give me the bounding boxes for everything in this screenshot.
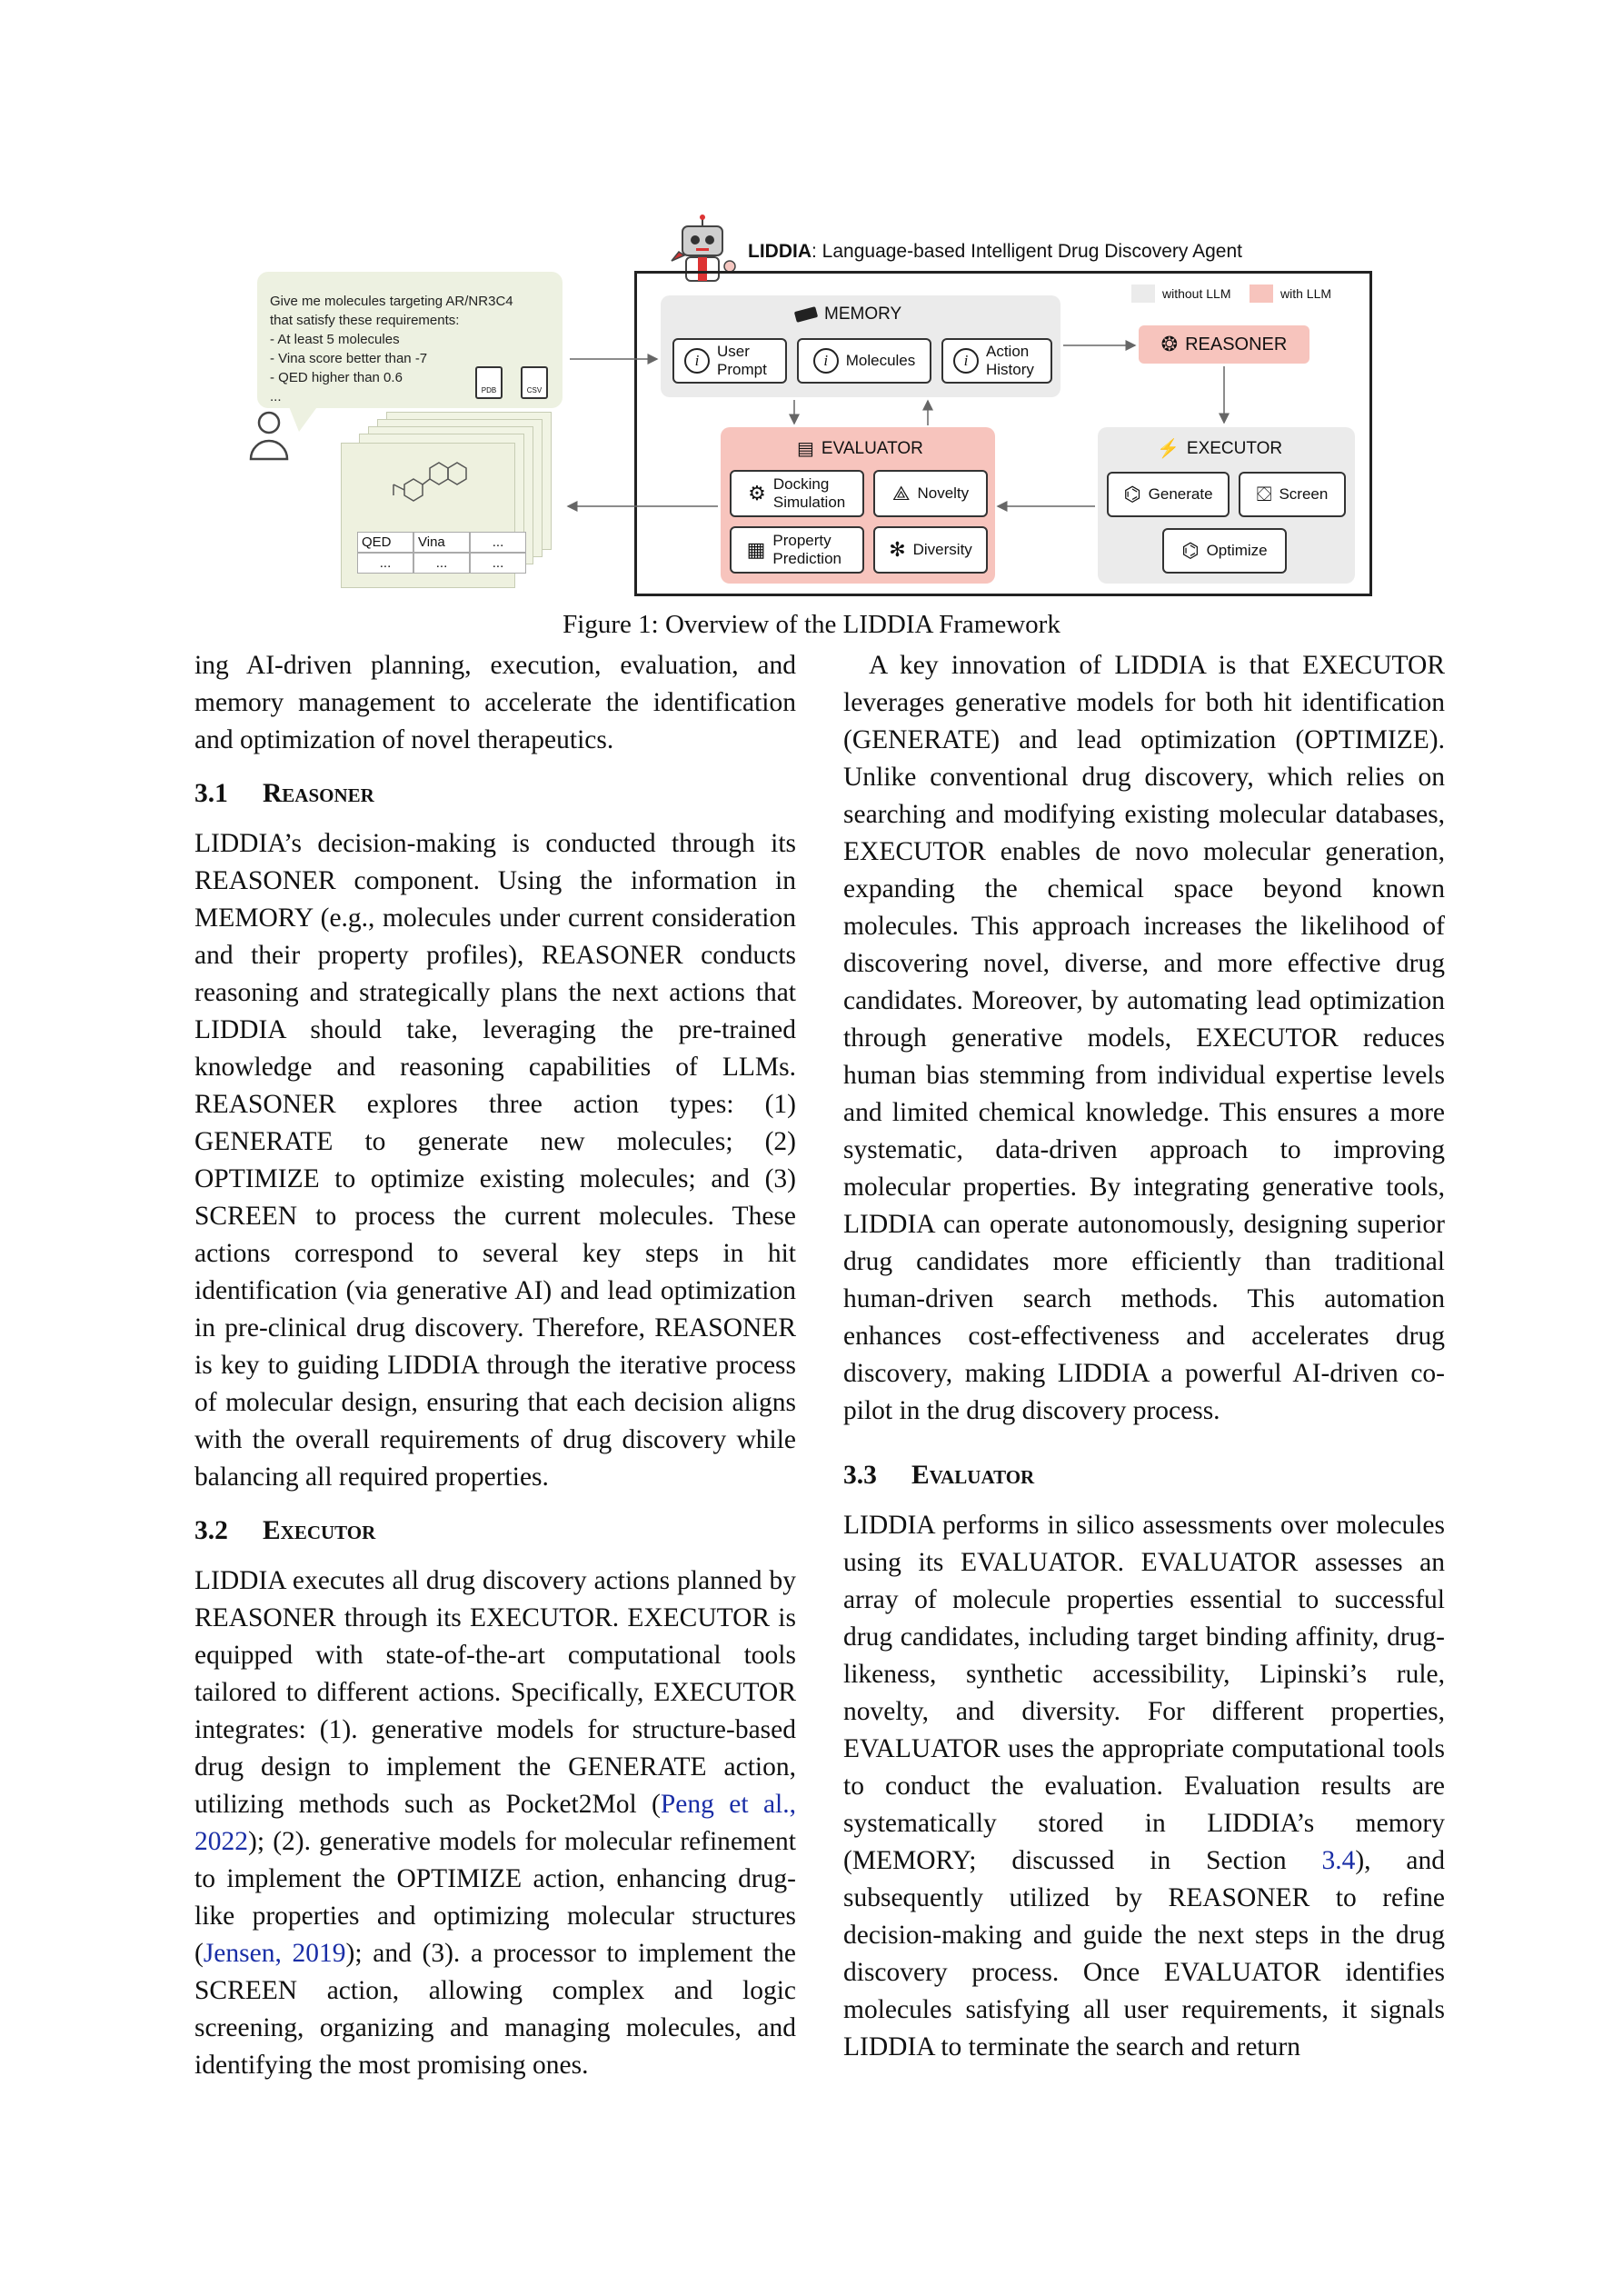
brain-icon: ❂: [1160, 333, 1179, 356]
python-icon: ⛋: [1256, 483, 1272, 506]
prompt-line: Give me molecules targeting AR/NR3C4: [270, 294, 513, 309]
section-3-2-body: LIDDIA executes all drug discovery actions planned by REASONER through its EXECUTOR. EXECUTOR is equipped with state-of-the-art computational tools tailored to different actions. Specifically, EXECUTOR integrates: (1). generative models for structure-based drug design to implement the GENERATE action, utilizing methods such as Pocket2Mol (Peng et al., 2022); (2). generative models for molecular refinement to implement the OPTIMIZE action, enhancing drug-like properties and optimizing molecular structures (Jensen, 2019); and (3). a processor to implement the SCREEN action, allowing complex and logic screening, organizing and managing molecules, and identifying the most promising ones.: [194, 1566, 796, 2080]
section-3-2-heading: 3.2 Executor: [194, 1516, 376, 1545]
prompt-line: that satisfy these requirements:: [270, 313, 460, 328]
memory-molecules: i Molecules: [797, 338, 931, 384]
legend-without: without LLM: [1131, 285, 1230, 303]
memory-title: MEMORY: [795, 304, 901, 324]
section-3-3-body: LIDDIA performs in silico assessments over molecules using its EVALUATOR. EVALUATOR assesses an array of molecule properties essential to successful drug candidates, including target binding affinity, drug-likeness, synthetic accessibility, Lipinski’s rule, novelty, and diversity. For different properties, EVALUATOR uses the appropriate computational tools to conduct the evaluation. Evaluation results are systematically stored in LIDDIA’s memory (MEMORY; discussed in Section 3.4), and subsequently utilized by REASONER to refine decision-making and guide the next steps in the drug discovery process. Once EVALUATOR identifies molecules satisfying all user requirements, it signals LIDDIA to terminate the search and return: [843, 1511, 1445, 2061]
section-reference-link[interactable]: 3.4: [1321, 1846, 1356, 1875]
prompt-line: - Vina score better than -7: [270, 351, 428, 366]
shapes-icon: ⟁: [891, 482, 911, 505]
figure-1: [186, 214, 1440, 604]
executor-title: ⚡ EXECUTOR: [1157, 438, 1283, 459]
tool-novelty: ⟁ Novelty: [873, 470, 988, 517]
info-icon: i: [684, 348, 710, 374]
section-3-3-heading: 3.3 Evaluator: [843, 1461, 1035, 1490]
evaluator-title: ▤ EVALUATOR: [797, 438, 923, 459]
prompt-line: - QED higher than 0.6: [270, 370, 403, 385]
reasoner-box: ❂ REASONER: [1139, 325, 1309, 364]
right-column: [843, 647, 1445, 2066]
prompt-line: - At least 5 molecules: [270, 332, 400, 347]
figure-title-rest: : Language-based Intelligent Drug Discovery Agent: [812, 241, 1242, 262]
figure-caption: Figure 1: Overview of the LIDDIA Framework: [563, 610, 1060, 639]
prompt-line: ...: [270, 389, 282, 404]
table-cell: ...: [413, 553, 470, 574]
pdb-file-icon: PDB: [475, 366, 503, 399]
tool-property-prediction: ▦ Property Prediction: [730, 526, 864, 574]
tool-diversity: ✻ Diversity: [873, 526, 988, 574]
section-3-1-heading: 3.1 Reasoner: [194, 779, 374, 808]
csv-file-icon: CSV: [521, 366, 548, 399]
tool-screen: ⛋ Screen: [1239, 472, 1346, 517]
table-header: Vina: [413, 532, 470, 553]
clipboard-icon: ▤: [797, 439, 814, 459]
table-cell: ...: [357, 553, 413, 574]
table-header: ...: [470, 532, 526, 553]
legend-with: with LLM: [1250, 285, 1331, 303]
info-icon: i: [813, 348, 839, 374]
flow-arrows: [186, 214, 1440, 604]
tool-optimize: ⌬ Optimize: [1162, 528, 1287, 574]
lightning-icon: ⚡: [1157, 439, 1180, 459]
innovation-paragraph: A key innovation of LIDDIA is that EXECUTOR leverages generative models for both hit identification (GENERATE) and lead optimization (OPTIMIZE). Unlike conventional drug discovery, which relies on searching and modifying existing molecular databases, EXECUTOR enables de novo molecular generation, expanding the chemical space beyond known molecules. This approach increases the likelihood of discovering novel, diverse, and more effective drug candidates. Moreover, by automating lead optimization through generative models, EXECUTOR reduces human bias stemming from individual expertise levels and limited chemical knowledge. This ensures a more systematic, data-driven approach to improving molecular properties. By integrating generative tools, LIDDIA can operate autonomously, designing superior drug candidates more efficiently than traditional human-driven search methods. This automation enhances cost-effectiveness and accelerates drug discovery, making LIDDIA a powerful AI-driven co-pilot in the drug discovery process.: [843, 651, 1445, 1425]
citation-link[interactable]: Peng et al., 2022: [194, 1790, 796, 1856]
abacus-icon: ▦: [746, 538, 766, 562]
asterisk-icon: ✻: [889, 538, 906, 562]
citation-link[interactable]: Jensen, 2019: [203, 1939, 346, 1968]
left-column: [194, 647, 796, 2084]
figure-title-bold: LIDDIA: [748, 241, 812, 262]
docking-icon: ⚙: [748, 482, 766, 505]
memory-action-history: i Action History: [941, 338, 1052, 384]
table-header: QED: [357, 532, 413, 553]
tool-generate: ⌬ Generate: [1107, 472, 1230, 517]
section-3-1-body: LIDDIA’s decision-making is conducted through its REASONER component. Using the information in MEMORY (e.g., molecules under current consideration and their property profiles), REASONER conducts reasoning and strategically plans the next actions that LIDDIA should take, leveraging the pre-trained knowledge and reasoning capabilities of LLMs. REASONER explores three action types: (1) GENERATE to generate new molecules; (2) OPTIMIZE to optimize existing molecules; and (3) SCREEN to process the current molecules. These actions correspond to several key steps in hit identification (via generative AI) and lead optimization in pre-clinical drug discovery. Therefore, REASONER is key to guiding LIDDIA through the iterative process of molecular design, ensuring that each decision aligns with the overall requirements of drug discovery while balancing all required properties.: [194, 829, 796, 1492]
molecule-optimize-icon: ⌬: [1181, 539, 1200, 563]
memory-user-prompt: i User Prompt: [672, 338, 787, 384]
molecule-icon: ⌬: [1123, 483, 1141, 506]
intro-paragraph: ing AI-driven planning, execution, evaluation, and memory management to accelerate the identification and optimization of novel therapeutics.: [194, 651, 796, 754]
table-cell: ...: [470, 553, 526, 574]
info-icon: i: [953, 348, 979, 374]
tool-docking-simulation: ⚙ Docking Simulation: [730, 470, 864, 517]
